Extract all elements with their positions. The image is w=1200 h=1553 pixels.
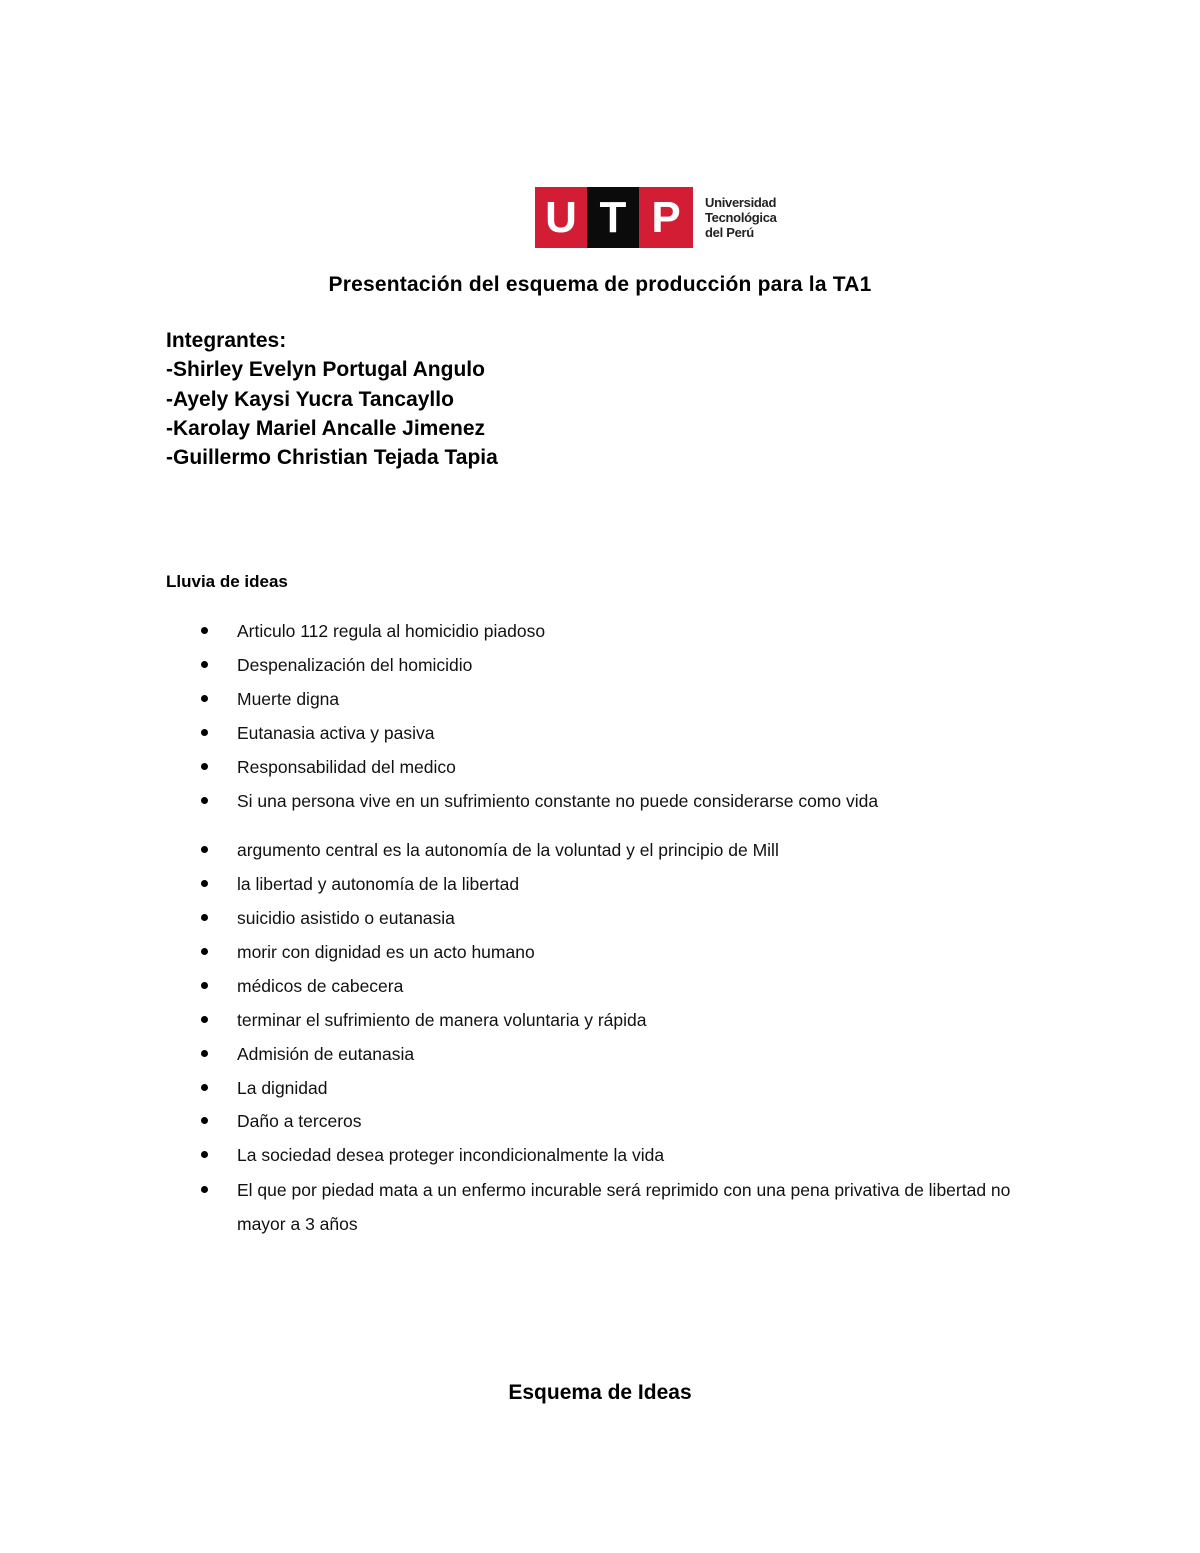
member-name: -Guillermo Christian Tejada Tapia [166, 446, 498, 470]
list-item-text: Responsabilidad del medico [237, 757, 456, 777]
list-item-text: La dignidad [237, 1078, 328, 1098]
list-item-text: terminar el sufrimiento de manera voluntaria y rápida [237, 1010, 647, 1030]
bullet-icon [201, 695, 208, 702]
logo-letter-u: U [535, 187, 587, 248]
bullet-icon [201, 797, 208, 804]
brainstorm-heading: Lluvia de ideas [166, 572, 288, 591]
list-item-text: la libertad y autonomía de la libertad [237, 874, 520, 894]
list-item-text: suicidio asistido o eutanasia [237, 908, 455, 928]
list-item-text: Muerte digna [237, 689, 340, 709]
bullet-icon [201, 627, 208, 634]
list-item-text: Eutanasia activa y pasiva [237, 723, 435, 743]
list-item-text: La sociedad desea proteger incondicionalmente la vida [237, 1145, 665, 1165]
list-item-text: morir con dignidad es un acto humano [237, 942, 535, 962]
list-item-text: Admisión de eutanasia [237, 1044, 415, 1064]
bullet-icon [201, 948, 208, 955]
list-item-text: argumento central es la autonomía de la voluntad y el principio de Mill [237, 840, 779, 860]
scheme-heading: Esquema de Ideas [508, 1381, 692, 1404]
member-name: -Shirley Evelyn Portugal Angulo [166, 358, 485, 382]
logo-university-name [705, 195, 777, 240]
bullet-icon [201, 661, 208, 668]
list-item-text: Articulo 112 regula al homicidio piadoso [237, 621, 546, 641]
bullet-icon [201, 1050, 208, 1057]
member-name: -Ayely Kaysi Yucra Tancayllo [166, 387, 454, 411]
logo-letter-t: T [587, 187, 639, 248]
bullet-icon [201, 914, 208, 921]
document-title: Presentación del esquema de producción para la TA1 [328, 273, 872, 296]
bullet-icon [201, 880, 208, 887]
utp-logo [535, 187, 780, 248]
bullet-icon [201, 846, 208, 853]
list-item-text: médicos de cabecera [237, 976, 404, 996]
bullet-icon [201, 1084, 208, 1091]
members-block [166, 326, 498, 472]
bullet-icon [201, 729, 208, 736]
bullet-icon [201, 1117, 208, 1124]
list-item-text: Si una persona vive en un sufrimiento constante no puede considerarse como vida [237, 791, 879, 811]
bullet-icon [201, 1186, 208, 1193]
list-item-text: Daño a terceros [237, 1111, 362, 1131]
list-item-text: El que por piedad mata a un enfermo incurable será reprimido con una pena privativa de libertad no mayor a 3 años [237, 1180, 1011, 1234]
logo-text-line: Universidad [705, 195, 777, 210]
bullet-icon [201, 982, 208, 989]
bullet-icon [201, 1016, 208, 1023]
logo-letter-p: P [639, 187, 693, 248]
member-name: -Karolay Mariel Ancalle Jimenez [166, 416, 486, 440]
logo-text-line: del Perú [705, 225, 754, 240]
logo-text-line: Tecnológica [705, 210, 777, 225]
members-label: Integrantes: [166, 329, 287, 352]
list-item-text: Despenalización del homicidio [237, 655, 473, 675]
bullet-icon [201, 763, 208, 770]
bullet-icon [201, 1151, 208, 1158]
